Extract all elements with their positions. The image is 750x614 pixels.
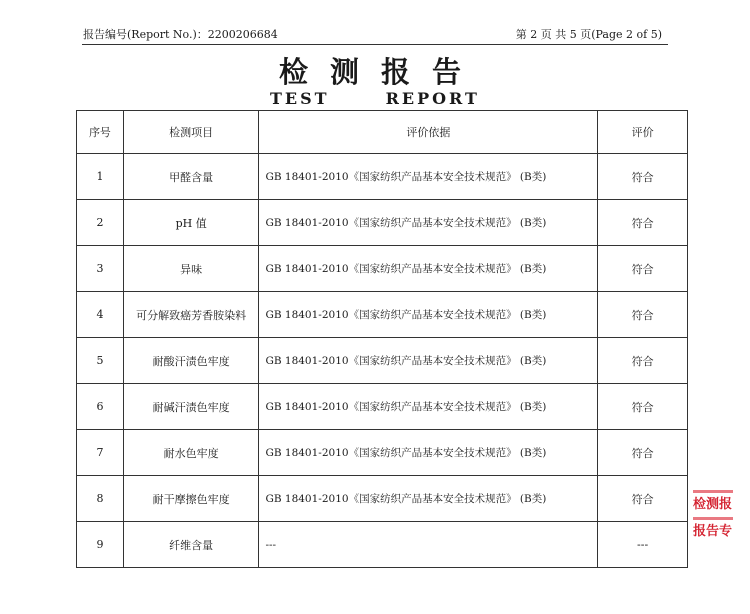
table-row [77,476,688,522]
row-item: 耐碱汗渍色牢度 [123,384,259,430]
row-basis: GB 18401-2010《国家纺织产品基本安全技术规范》 (B类) [259,384,598,430]
row-no: 9 [77,522,124,568]
seal-stamp [693,488,733,550]
table-row [77,246,688,292]
row-no: 4 [77,292,124,338]
title-english-right: REPORT [385,89,480,108]
header-result: 评价 [598,111,688,154]
row-item: 耐水色牢度 [123,430,259,476]
header-no: 序号 [77,111,124,154]
row-item: pH 值 [123,200,259,246]
row-item: 耐酸汗渍色牢度 [123,338,259,384]
table-row [77,292,688,338]
row-no: 5 [77,338,124,384]
row-basis: GB 18401-2010《国家纺织产品基本安全技术规范》 (B类) [259,430,598,476]
header-divider [82,44,668,45]
row-no: 6 [77,384,124,430]
stamp-line-2: 报告专 [693,524,733,539]
row-item: 纤维含量 [123,522,259,568]
row-result: --- [598,522,688,568]
table-row [77,154,688,200]
row-item: 异味 [123,246,259,292]
header-basis: 评价依据 [259,111,598,154]
table-row [77,430,688,476]
row-basis: GB 18401-2010《国家纺织产品基本安全技术规范》 (B类) [259,154,598,200]
table-row [77,384,688,430]
row-basis: GB 18401-2010《国家纺织产品基本安全技术规范》 (B类) [259,246,598,292]
row-no: 7 [77,430,124,476]
title-chinese: 检测报告 [278,55,483,89]
row-item: 可分解致癌芳香胺染料 [123,292,259,338]
report-number: 报告编号(Report No.)：2200206684 [83,28,278,41]
table-row [77,338,688,384]
table-row [77,200,688,246]
row-result: 符合 [598,338,688,384]
row-basis: GB 18401-2010《国家纺织产品基本安全技术规范》 (B类) [259,476,598,522]
row-result: 符合 [598,154,688,200]
page-indicator: 第 2 页 共 5 页(Page 2 of 5) [515,28,662,41]
header-item: 检测项目 [123,111,259,154]
row-basis: GB 18401-2010《国家纺织产品基本安全技术规范》 (B类) [259,200,598,246]
row-basis: --- [259,522,598,568]
table-header-row [77,111,688,154]
table-row [77,522,688,568]
row-result: 符合 [598,384,688,430]
row-basis: GB 18401-2010《国家纺织产品基本安全技术规范》 (B类) [259,292,598,338]
row-no: 8 [77,476,124,522]
row-item: 耐干摩擦色牢度 [123,476,259,522]
row-result: 符合 [598,430,688,476]
row-basis: GB 18401-2010《国家纺织产品基本安全技术规范》 (B类) [259,338,598,384]
title-english-left: TEST [270,89,330,108]
row-result: 符合 [598,200,688,246]
row-result: 符合 [598,476,688,522]
row-no: 1 [77,154,124,200]
title-english [0,89,750,108]
stamp-line-1: 检测报 [693,497,733,512]
row-item: 甲醛含量 [123,154,259,200]
row-no: 2 [77,200,124,246]
row-no: 3 [77,246,124,292]
row-result: 符合 [598,292,688,338]
results-table [76,110,688,568]
row-result: 符合 [598,246,688,292]
